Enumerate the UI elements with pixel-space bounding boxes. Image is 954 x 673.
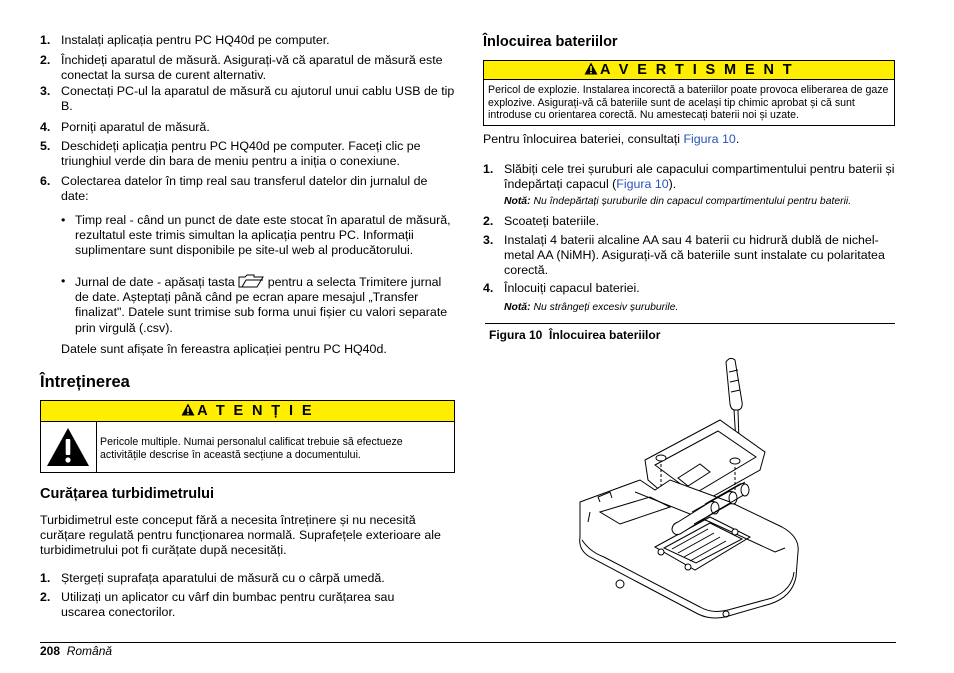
warning-triangle-icon: [181, 403, 195, 416]
battery-heading: Înlocuirea bateriilor: [483, 34, 618, 50]
footer-rule: [40, 642, 896, 643]
cleaning-paragraph: Turbidimetrul este conceput fără a necesita întreținere și nu necesită curățare regulată pentru funcționarea normală. Suprafețele exterioare ale turbidimetrului pot fi curățate după necesități.: [40, 513, 441, 558]
caution-body: Pericole multiple. Numai personalul calificat trebuie să efectueze activitățile descrise în această secțiune a documentului.: [40, 421, 455, 473]
note-tighten: Notă: Nu strângeți excesiv șuruburile.: [504, 302, 679, 313]
note-screws: Notă: Nu îndepărtați șuruburile din capacul compartimentului pentru baterii.: [504, 196, 852, 207]
footer: [40, 644, 112, 658]
figure-caption: Figura 10 Înlocuirea bateriilor: [489, 328, 661, 342]
warning-triangle-icon: [584, 62, 598, 75]
cleaning-heading: Curățarea turbidimetrului: [40, 486, 215, 502]
figure-rule: [485, 323, 895, 324]
figure-10-link-2[interactable]: Figura 10: [616, 177, 669, 192]
caution-banner: A T E N Ț I E: [40, 400, 455, 422]
warning-body: Pericol de explozie. Instalarea incorectă a bateriilor poate provoca eliberarea de gaze explozive. Asigurați-vă că bateriile sunt de același tip chimic aprobat și că sunt introduse cu orientarea corectă. Nu amestecați baterii noi și uzate.: [483, 79, 895, 126]
warning-banner: A V E R T I S M E N T: [483, 60, 895, 80]
maintenance-heading: Întreținerea: [40, 373, 130, 391]
footer-language: Română: [66, 644, 113, 658]
warning-triangle-large-icon: [46, 427, 90, 467]
battery-intro: Pentru înlocuirea bateriei, consultați Figura 10.: [483, 132, 740, 146]
meter-body: [580, 480, 798, 618]
battery-replacement-illustration: [560, 352, 860, 622]
figure-10-link[interactable]: Figura 10: [683, 132, 736, 146]
folder-key-icon: [238, 274, 264, 288]
after-steps-text: Datele sunt afișate în fereastra aplicației pentru PC HQ40d.: [61, 342, 387, 356]
page-number: 208: [40, 644, 61, 658]
